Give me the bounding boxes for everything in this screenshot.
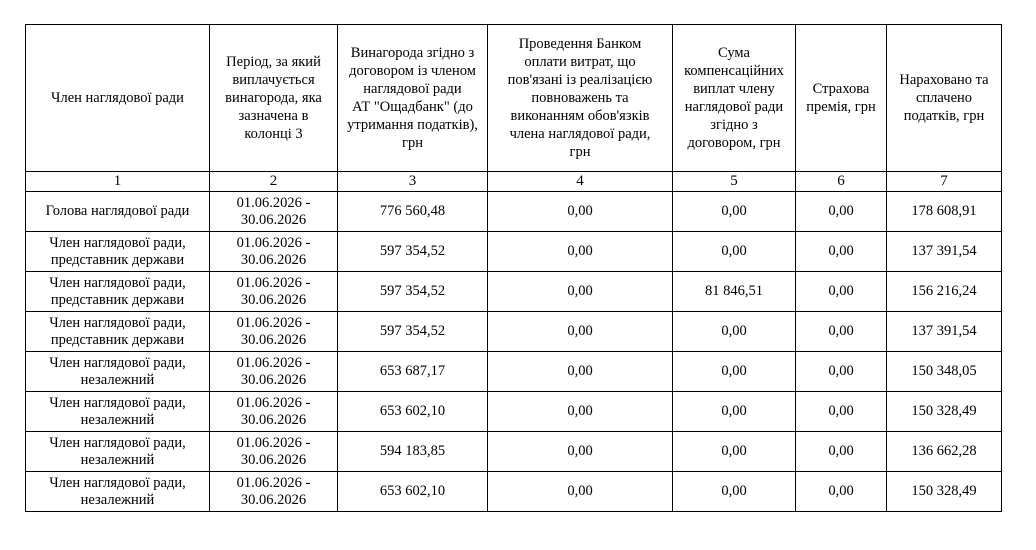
cell-compensation: 0,00 <box>673 352 796 392</box>
header-insurance: Страхова премія, грн <box>796 25 887 172</box>
cell-period: 01.06.2026 - 30.06.2026 <box>210 232 338 272</box>
table-row <box>26 352 1002 392</box>
cell-member: Голова наглядової ради <box>26 192 210 232</box>
column-number: 7 <box>887 172 1002 192</box>
column-number: 1 <box>26 172 210 192</box>
header-expenses: Проведення Банком оплати витрат, що пов'язані із реалізацією повноважень та виконанням обов'язків члена наглядової ради, грн <box>488 25 673 172</box>
cell-period: 01.06.2026 - 30.06.2026 <box>210 192 338 232</box>
cell-remuneration: 597 354,52 <box>338 272 488 312</box>
table-body <box>26 192 1002 512</box>
cell-compensation: 0,00 <box>673 312 796 352</box>
cell-expenses: 0,00 <box>488 232 673 272</box>
table-row <box>26 432 1002 472</box>
cell-compensation: 0,00 <box>673 392 796 432</box>
cell-insurance: 0,00 <box>796 432 887 472</box>
header-remuneration: Винагорода згідно з договором із членом наглядової ради АТ "Ощадбанк" (до утримання податків), грн <box>338 25 488 172</box>
cell-compensation: 0,00 <box>673 192 796 232</box>
cell-period: 01.06.2026 - 30.06.2026 <box>210 392 338 432</box>
table-row <box>26 192 1002 232</box>
column-number: 2 <box>210 172 338 192</box>
cell-compensation: 0,00 <box>673 232 796 272</box>
cell-taxes: 150 328,49 <box>887 392 1002 432</box>
cell-taxes: 137 391,54 <box>887 232 1002 272</box>
cell-compensation: 0,00 <box>673 472 796 512</box>
cell-insurance: 0,00 <box>796 192 887 232</box>
cell-insurance: 0,00 <box>796 392 887 432</box>
cell-member: Член наглядової ради, представник держави <box>26 312 210 352</box>
cell-period: 01.06.2026 - 30.06.2026 <box>210 472 338 512</box>
cell-taxes: 178 608,91 <box>887 192 1002 232</box>
column-number-row <box>26 172 1002 192</box>
cell-remuneration: 653 602,10 <box>338 392 488 432</box>
cell-remuneration: 597 354,52 <box>338 312 488 352</box>
header-compensation: Сума компенсаційних виплат члену наглядової ради згідно з договором, грн <box>673 25 796 172</box>
column-number: 5 <box>673 172 796 192</box>
cell-expenses: 0,00 <box>488 472 673 512</box>
cell-expenses: 0,00 <box>488 192 673 232</box>
table-row <box>26 392 1002 432</box>
cell-taxes: 156 216,24 <box>887 272 1002 312</box>
table-row <box>26 472 1002 512</box>
table-row <box>26 232 1002 272</box>
cell-expenses: 0,00 <box>488 352 673 392</box>
cell-member: Член наглядової ради, незалежний <box>26 352 210 392</box>
cell-period: 01.06.2026 - 30.06.2026 <box>210 272 338 312</box>
column-number: 3 <box>338 172 488 192</box>
header-taxes: Нараховано та сплачено податків, грн <box>887 25 1002 172</box>
table-row <box>26 312 1002 352</box>
header-row <box>26 25 1002 172</box>
cell-expenses: 0,00 <box>488 432 673 472</box>
cell-compensation: 0,00 <box>673 432 796 472</box>
column-number: 6 <box>796 172 887 192</box>
cell-insurance: 0,00 <box>796 272 887 312</box>
cell-insurance: 0,00 <box>796 232 887 272</box>
cell-taxes: 150 328,49 <box>887 472 1002 512</box>
cell-member: Член наглядової ради, представник держави <box>26 232 210 272</box>
cell-taxes: 150 348,05 <box>887 352 1002 392</box>
cell-member: Член наглядової ради, незалежний <box>26 472 210 512</box>
cell-insurance: 0,00 <box>796 312 887 352</box>
cell-remuneration: 597 354,52 <box>338 232 488 272</box>
cell-member: Член наглядової ради, незалежний <box>26 432 210 472</box>
table-row <box>26 272 1002 312</box>
cell-taxes: 136 662,28 <box>887 432 1002 472</box>
column-number: 4 <box>488 172 673 192</box>
cell-expenses: 0,00 <box>488 272 673 312</box>
header-period: Період, за який виплачується винагорода, яка зазначена в колонці 3 <box>210 25 338 172</box>
cell-member: Член наглядової ради, представник держави <box>26 272 210 312</box>
cell-period: 01.06.2026 - 30.06.2026 <box>210 312 338 352</box>
header-member: Член наглядової ради <box>26 25 210 172</box>
cell-period: 01.06.2026 - 30.06.2026 <box>210 432 338 472</box>
cell-taxes: 137 391,54 <box>887 312 1002 352</box>
cell-period: 01.06.2026 - 30.06.2026 <box>210 352 338 392</box>
cell-remuneration: 653 602,10 <box>338 472 488 512</box>
cell-insurance: 0,00 <box>796 472 887 512</box>
cell-compensation: 81 846,51 <box>673 272 796 312</box>
remuneration-table <box>25 24 1002 512</box>
cell-remuneration: 776 560,48 <box>338 192 488 232</box>
cell-expenses: 0,00 <box>488 392 673 432</box>
cell-remuneration: 653 687,17 <box>338 352 488 392</box>
cell-expenses: 0,00 <box>488 312 673 352</box>
cell-remuneration: 594 183,85 <box>338 432 488 472</box>
cell-insurance: 0,00 <box>796 352 887 392</box>
cell-member: Член наглядової ради, незалежний <box>26 392 210 432</box>
